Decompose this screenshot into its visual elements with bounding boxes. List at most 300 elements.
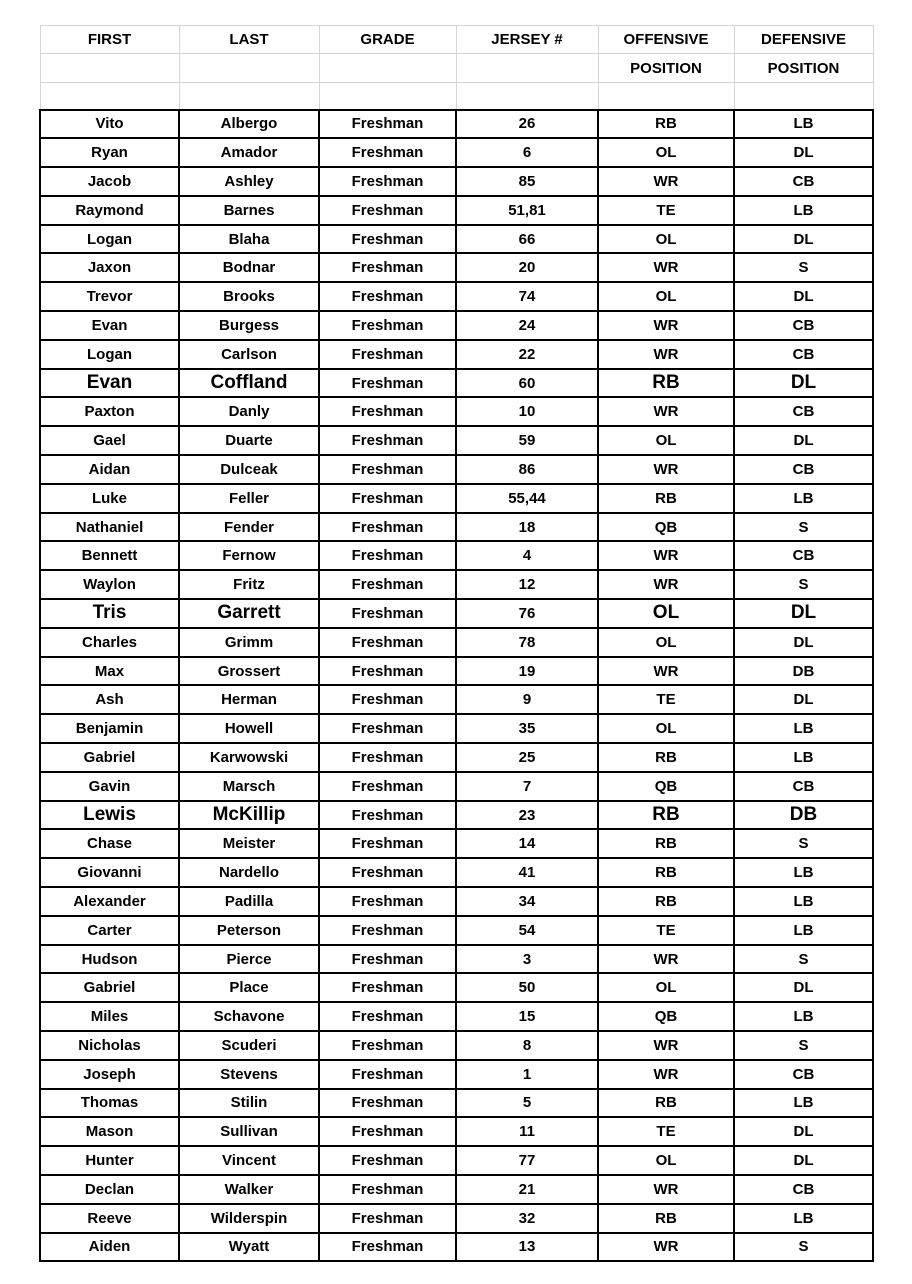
cell-jersey-number: 35 (456, 714, 598, 743)
cell-grade: Freshman (319, 1204, 456, 1233)
cell-offensive-position: QB (598, 513, 734, 542)
cell-grade: Freshman (319, 628, 456, 657)
cell-first-name: Carter (40, 916, 179, 945)
cell-grade: Freshman (319, 887, 456, 916)
cell-grade: Freshman (319, 253, 456, 282)
cell-first-name: Miles (40, 1002, 179, 1031)
cell-first-name: Jacob (40, 167, 179, 196)
cell-defensive-position: CB (734, 340, 873, 369)
cell-offensive-position: WR (598, 167, 734, 196)
cell-last-name: Stilin (179, 1089, 319, 1118)
cell-last-name: Wyatt (179, 1233, 319, 1262)
header-row-1 (40, 26, 873, 54)
cell-last-name: Schavone (179, 1002, 319, 1031)
cell-last-name: Barnes (179, 196, 319, 225)
cell-last-name: Bodnar (179, 253, 319, 282)
table-row (40, 1117, 873, 1146)
cell-last-name: Blaha (179, 225, 319, 254)
cell-jersey-number: 7 (456, 772, 598, 801)
cell-defensive-position: DL (734, 685, 873, 714)
cell-grade: Freshman (319, 801, 456, 830)
cell-defensive-position: DL (734, 1117, 873, 1146)
cell-first-name: Nathaniel (40, 513, 179, 542)
cell-grade: Freshman (319, 225, 456, 254)
cell-offensive-position: WR (598, 1233, 734, 1262)
cell-grade: Freshman (319, 426, 456, 455)
cell-offensive-position: RB (598, 1204, 734, 1233)
cell-first-name: Logan (40, 225, 179, 254)
header-first: FIRST (40, 26, 179, 54)
cell-jersey-number: 60 (456, 369, 598, 398)
cell-grade: Freshman (319, 945, 456, 974)
cell-first-name: Gavin (40, 772, 179, 801)
cell-offensive-position: WR (598, 253, 734, 282)
cell-grade: Freshman (319, 1089, 456, 1118)
cell-grade: Freshman (319, 282, 456, 311)
cell-defensive-position: CB (734, 311, 873, 340)
cell-offensive-position: WR (598, 1031, 734, 1060)
cell-jersey-number: 5 (456, 1089, 598, 1118)
cell-offensive-position: OL (598, 628, 734, 657)
cell-defensive-position: LB (734, 916, 873, 945)
cell-defensive-position: LB (734, 1002, 873, 1031)
cell-jersey-number: 66 (456, 225, 598, 254)
header-row-2 (40, 54, 873, 83)
cell-first-name: Ryan (40, 138, 179, 167)
cell-offensive-position: TE (598, 916, 734, 945)
cell-offensive-position: RB (598, 1089, 734, 1118)
cell-last-name: Scuderi (179, 1031, 319, 1060)
cell-first-name: Declan (40, 1175, 179, 1204)
cell-last-name: Ashley (179, 167, 319, 196)
cell-grade: Freshman (319, 541, 456, 570)
cell-grade: Freshman (319, 599, 456, 628)
cell-defensive-position: CB (734, 1175, 873, 1204)
cell-first-name: Evan (40, 369, 179, 398)
cell-jersey-number: 25 (456, 743, 598, 772)
cell-last-name: Albergo (179, 110, 319, 139)
cell-jersey-number: 3 (456, 945, 598, 974)
cell-jersey-number: 51,81 (456, 196, 598, 225)
cell-last-name: Brooks (179, 282, 319, 311)
cell-jersey-number: 85 (456, 167, 598, 196)
cell-first-name: Chase (40, 829, 179, 858)
cell-first-name: Thomas (40, 1089, 179, 1118)
cell-grade: Freshman (319, 110, 456, 139)
spacer-cell (598, 83, 734, 110)
cell-jersey-number: 10 (456, 397, 598, 426)
cell-first-name: Jaxon (40, 253, 179, 282)
table-row (40, 138, 873, 167)
header-defensive-position: POSITION (734, 54, 873, 83)
cell-defensive-position: CB (734, 541, 873, 570)
cell-last-name: Vincent (179, 1146, 319, 1175)
cell-jersey-number: 4 (456, 541, 598, 570)
cell-grade: Freshman (319, 455, 456, 484)
cell-jersey-number: 78 (456, 628, 598, 657)
cell-defensive-position: LB (734, 743, 873, 772)
cell-defensive-position: CB (734, 167, 873, 196)
cell-offensive-position: WR (598, 945, 734, 974)
cell-defensive-position: DL (734, 628, 873, 657)
cell-jersey-number: 59 (456, 426, 598, 455)
cell-last-name: Karwowski (179, 743, 319, 772)
cell-defensive-position: CB (734, 455, 873, 484)
cell-grade: Freshman (319, 1031, 456, 1060)
cell-jersey-number: 19 (456, 657, 598, 686)
cell-defensive-position: S (734, 1233, 873, 1262)
cell-offensive-position: TE (598, 1117, 734, 1146)
cell-offensive-position: RB (598, 484, 734, 513)
cell-jersey-number: 86 (456, 455, 598, 484)
cell-first-name: Joseph (40, 1060, 179, 1089)
cell-offensive-position: OL (598, 225, 734, 254)
cell-defensive-position: CB (734, 772, 873, 801)
cell-defensive-position: S (734, 513, 873, 542)
cell-defensive-position: LB (734, 484, 873, 513)
spacer-cell (40, 83, 179, 110)
cell-last-name: Burgess (179, 311, 319, 340)
table-row (40, 455, 873, 484)
header-spacer-row (40, 83, 873, 110)
cell-grade: Freshman (319, 1117, 456, 1146)
table-row (40, 829, 873, 858)
table-row (40, 945, 873, 974)
cell-first-name: Vito (40, 110, 179, 139)
cell-jersey-number: 23 (456, 801, 598, 830)
header-offensive-position: POSITION (598, 54, 734, 83)
spacer-cell (179, 83, 319, 110)
cell-first-name: Waylon (40, 570, 179, 599)
cell-offensive-position: TE (598, 196, 734, 225)
cell-last-name: Feller (179, 484, 319, 513)
cell-defensive-position: DL (734, 282, 873, 311)
cell-jersey-number: 32 (456, 1204, 598, 1233)
cell-offensive-position: WR (598, 340, 734, 369)
cell-last-name: Grimm (179, 628, 319, 657)
cell-first-name: Trevor (40, 282, 179, 311)
cell-offensive-position: WR (598, 1060, 734, 1089)
cell-grade: Freshman (319, 685, 456, 714)
cell-jersey-number: 50 (456, 973, 598, 1002)
cell-defensive-position: DB (734, 657, 873, 686)
cell-defensive-position: DL (734, 138, 873, 167)
cell-defensive-position: LB (734, 196, 873, 225)
header-blank (40, 54, 179, 83)
cell-grade: Freshman (319, 829, 456, 858)
cell-defensive-position: S (734, 570, 873, 599)
cell-defensive-position: DB (734, 801, 873, 830)
cell-offensive-position: RB (598, 801, 734, 830)
cell-first-name: Alexander (40, 887, 179, 916)
table-row (40, 1175, 873, 1204)
cell-grade: Freshman (319, 1002, 456, 1031)
cell-grade: Freshman (319, 1146, 456, 1175)
table-row (40, 484, 873, 513)
table-row (40, 340, 873, 369)
cell-offensive-position: OL (598, 714, 734, 743)
cell-first-name: Luke (40, 484, 179, 513)
cell-jersey-number: 6 (456, 138, 598, 167)
cell-grade: Freshman (319, 570, 456, 599)
table-row (40, 397, 873, 426)
table-row (40, 1060, 873, 1089)
cell-jersey-number: 21 (456, 1175, 598, 1204)
cell-first-name: Ash (40, 685, 179, 714)
cell-grade: Freshman (319, 772, 456, 801)
cell-jersey-number: 9 (456, 685, 598, 714)
cell-grade: Freshman (319, 858, 456, 887)
header-jersey: JERSEY # (456, 26, 598, 54)
cell-jersey-number: 22 (456, 340, 598, 369)
cell-jersey-number: 24 (456, 311, 598, 340)
cell-first-name: Lewis (40, 801, 179, 830)
cell-offensive-position: WR (598, 455, 734, 484)
cell-last-name: Herman (179, 685, 319, 714)
table-row (40, 657, 873, 686)
spacer-cell (734, 83, 873, 110)
cell-offensive-position: WR (598, 397, 734, 426)
cell-grade: Freshman (319, 397, 456, 426)
cell-last-name: Garrett (179, 599, 319, 628)
cell-jersey-number: 54 (456, 916, 598, 945)
cell-defensive-position: LB (734, 110, 873, 139)
cell-first-name: Tris (40, 599, 179, 628)
table-header (40, 26, 873, 110)
cell-jersey-number: 34 (456, 887, 598, 916)
table-row (40, 1146, 873, 1175)
header-offensive: OFFENSIVE (598, 26, 734, 54)
table-row (40, 714, 873, 743)
cell-defensive-position: CB (734, 397, 873, 426)
cell-offensive-position: OL (598, 282, 734, 311)
cell-grade: Freshman (319, 973, 456, 1002)
cell-last-name: Walker (179, 1175, 319, 1204)
cell-last-name: Sullivan (179, 1117, 319, 1146)
cell-last-name: Fritz (179, 570, 319, 599)
cell-offensive-position: WR (598, 311, 734, 340)
cell-defensive-position: CB (734, 1060, 873, 1089)
cell-last-name: Marsch (179, 772, 319, 801)
table-row (40, 772, 873, 801)
cell-offensive-position: QB (598, 772, 734, 801)
cell-offensive-position: WR (598, 541, 734, 570)
cell-offensive-position: RB (598, 829, 734, 858)
cell-defensive-position: DL (734, 225, 873, 254)
cell-offensive-position: OL (598, 973, 734, 1002)
cell-last-name: Danly (179, 397, 319, 426)
cell-jersey-number: 77 (456, 1146, 598, 1175)
cell-grade: Freshman (319, 916, 456, 945)
cell-grade: Freshman (319, 1233, 456, 1262)
cell-grade: Freshman (319, 138, 456, 167)
cell-grade: Freshman (319, 340, 456, 369)
table-row (40, 110, 873, 139)
cell-last-name: Fender (179, 513, 319, 542)
cell-offensive-position: RB (598, 858, 734, 887)
cell-last-name: Coffland (179, 369, 319, 398)
cell-defensive-position: DL (734, 1146, 873, 1175)
table-row (40, 369, 873, 398)
table-row (40, 196, 873, 225)
table-row (40, 916, 873, 945)
table-row (40, 1204, 873, 1233)
cell-jersey-number: 55,44 (456, 484, 598, 513)
cell-last-name: Stevens (179, 1060, 319, 1089)
table-row (40, 1233, 873, 1262)
cell-offensive-position: RB (598, 369, 734, 398)
cell-defensive-position: S (734, 1031, 873, 1060)
cell-last-name: Duarte (179, 426, 319, 455)
cell-jersey-number: 11 (456, 1117, 598, 1146)
cell-grade: Freshman (319, 743, 456, 772)
cell-first-name: Reeve (40, 1204, 179, 1233)
cell-defensive-position: LB (734, 714, 873, 743)
cell-offensive-position: QB (598, 1002, 734, 1031)
cell-grade: Freshman (319, 714, 456, 743)
cell-offensive-position: WR (598, 1175, 734, 1204)
cell-jersey-number: 12 (456, 570, 598, 599)
cell-defensive-position: LB (734, 1089, 873, 1118)
cell-last-name: Pierce (179, 945, 319, 974)
cell-jersey-number: 26 (456, 110, 598, 139)
table-row (40, 685, 873, 714)
cell-first-name: Bennett (40, 541, 179, 570)
table-row (40, 858, 873, 887)
header-last: LAST (179, 26, 319, 54)
cell-defensive-position: S (734, 945, 873, 974)
table-body (40, 110, 873, 1262)
cell-offensive-position: OL (598, 426, 734, 455)
cell-defensive-position: LB (734, 887, 873, 916)
cell-first-name: Gabriel (40, 743, 179, 772)
roster-table (39, 25, 874, 1262)
cell-first-name: Mason (40, 1117, 179, 1146)
cell-offensive-position: OL (598, 599, 734, 628)
cell-last-name: Carlson (179, 340, 319, 369)
header-blank (456, 54, 598, 83)
table-row (40, 311, 873, 340)
table-row (40, 253, 873, 282)
cell-first-name: Logan (40, 340, 179, 369)
cell-grade: Freshman (319, 1060, 456, 1089)
cell-defensive-position: DL (734, 369, 873, 398)
cell-first-name: Paxton (40, 397, 179, 426)
cell-first-name: Nicholas (40, 1031, 179, 1060)
cell-first-name: Charles (40, 628, 179, 657)
cell-first-name: Aidan (40, 455, 179, 484)
cell-defensive-position: S (734, 253, 873, 282)
cell-offensive-position: RB (598, 743, 734, 772)
cell-jersey-number: 14 (456, 829, 598, 858)
cell-last-name: McKillip (179, 801, 319, 830)
cell-first-name: Gabriel (40, 973, 179, 1002)
cell-grade: Freshman (319, 167, 456, 196)
cell-offensive-position: WR (598, 570, 734, 599)
cell-jersey-number: 74 (456, 282, 598, 311)
spacer-cell (319, 83, 456, 110)
cell-first-name: Hunter (40, 1146, 179, 1175)
header-grade: GRADE (319, 26, 456, 54)
table-row (40, 599, 873, 628)
cell-first-name: Gael (40, 426, 179, 455)
table-row (40, 167, 873, 196)
table-row (40, 225, 873, 254)
cell-last-name: Amador (179, 138, 319, 167)
table-row (40, 570, 873, 599)
cell-jersey-number: 15 (456, 1002, 598, 1031)
cell-grade: Freshman (319, 196, 456, 225)
cell-jersey-number: 20 (456, 253, 598, 282)
cell-first-name: Evan (40, 311, 179, 340)
cell-jersey-number: 1 (456, 1060, 598, 1089)
spacer-cell (456, 83, 598, 110)
table-row (40, 1089, 873, 1118)
cell-first-name: Benjamin (40, 714, 179, 743)
cell-grade: Freshman (319, 369, 456, 398)
cell-offensive-position: OL (598, 1146, 734, 1175)
cell-last-name: Nardello (179, 858, 319, 887)
cell-defensive-position: S (734, 829, 873, 858)
cell-last-name: Wilderspin (179, 1204, 319, 1233)
header-blank (319, 54, 456, 83)
table-row (40, 1031, 873, 1060)
cell-defensive-position: LB (734, 1204, 873, 1233)
cell-jersey-number: 41 (456, 858, 598, 887)
cell-grade: Freshman (319, 513, 456, 542)
cell-last-name: Peterson (179, 916, 319, 945)
header-defensive: DEFENSIVE (734, 26, 873, 54)
cell-last-name: Dulceak (179, 455, 319, 484)
table-row (40, 282, 873, 311)
cell-last-name: Grossert (179, 657, 319, 686)
cell-last-name: Howell (179, 714, 319, 743)
cell-first-name: Raymond (40, 196, 179, 225)
table-row (40, 801, 873, 830)
cell-grade: Freshman (319, 1175, 456, 1204)
cell-jersey-number: 18 (456, 513, 598, 542)
cell-grade: Freshman (319, 657, 456, 686)
cell-offensive-position: RB (598, 110, 734, 139)
cell-jersey-number: 76 (456, 599, 598, 628)
table-row (40, 887, 873, 916)
cell-first-name: Aiden (40, 1233, 179, 1262)
cell-offensive-position: RB (598, 887, 734, 916)
cell-jersey-number: 13 (456, 1233, 598, 1262)
header-blank (179, 54, 319, 83)
cell-last-name: Meister (179, 829, 319, 858)
cell-last-name: Place (179, 973, 319, 1002)
cell-offensive-position: OL (598, 138, 734, 167)
cell-grade: Freshman (319, 484, 456, 513)
cell-first-name: Giovanni (40, 858, 179, 887)
table-row (40, 1002, 873, 1031)
table-row (40, 541, 873, 570)
cell-jersey-number: 8 (456, 1031, 598, 1060)
cell-defensive-position: DL (734, 599, 873, 628)
cell-grade: Freshman (319, 311, 456, 340)
table-row (40, 973, 873, 1002)
cell-defensive-position: LB (734, 858, 873, 887)
cell-first-name: Max (40, 657, 179, 686)
cell-defensive-position: DL (734, 426, 873, 455)
table-row (40, 743, 873, 772)
cell-first-name: Hudson (40, 945, 179, 974)
table-row (40, 628, 873, 657)
cell-last-name: Fernow (179, 541, 319, 570)
cell-offensive-position: WR (598, 657, 734, 686)
table-row (40, 426, 873, 455)
